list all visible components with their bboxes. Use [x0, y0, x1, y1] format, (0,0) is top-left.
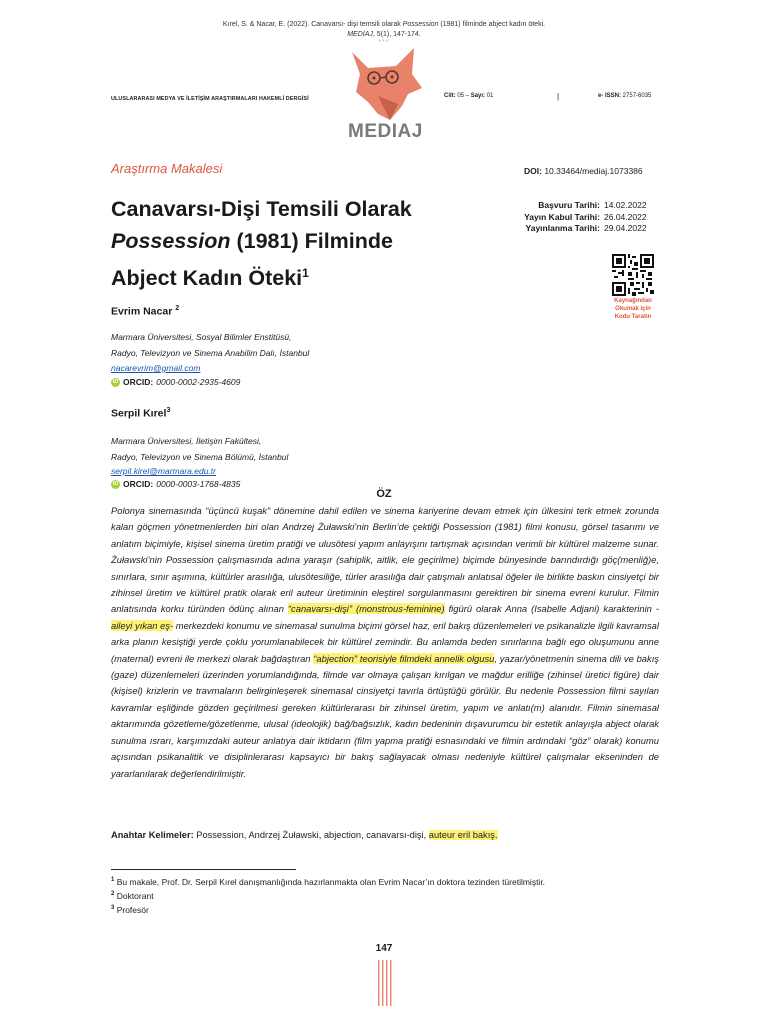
article-dates	[480, 200, 680, 235]
decorative-bars	[377, 960, 393, 1006]
orcid-icon: iD	[112, 379, 119, 385]
author-name: Evrim Nacar $^2$	[111, 305, 180, 318]
author-affiliation: Marmara Üniversitesi, Sosyal Bilimler Enstitüsü, Radyo, Televizyon ve Sinema Anabilim Dalı, İstanbul	[111, 332, 310, 358]
footnote-divider	[111, 869, 296, 870]
footnote: $^1$ Bu makale, Prof. Dr. Serpil Kırel danışmanlığında hazırlanmakta olan Evrim Nacar’ın doktora tezinden türetilmiştir.	[111, 876, 546, 887]
citation-line-2: MEDIAJ, 5(1), 147-174.	[347, 30, 421, 38]
volume-issue: Cilt: 05 – Sayı: 01	[444, 93, 494, 99]
author-email-link[interactable]: serpil.kirel@marmara.edu.tr	[111, 466, 216, 476]
abstract-heading: ÖZ	[376, 488, 392, 500]
qr-caption: Kaynağından Okumak için Kodu Taratın	[614, 298, 652, 320]
orcid-icon: iD	[112, 481, 119, 487]
highlight: “abjection” teorisiyle filmdeki annelik olgusu	[313, 652, 495, 664]
citation-line-1: Kırel, S. & Nacar, E. (2022). Canavarsı- dişi temsili olarak Possession (1981) filminde abject kadın öteki.	[222, 21, 546, 28]
author-affiliation: Marmara Üniversitesi, İletişim Fakültesi, Radyo, Televizyon ve Sinema Bölümü, İstanbul	[111, 436, 289, 462]
author-orcid[interactable]: iD ORCID: 0000-0002-2935-4609	[112, 377, 241, 387]
author-orcid[interactable]: iD ORCID: 0000-0003-1768-4835	[112, 479, 241, 489]
citation-block	[0, 20, 768, 39]
mediaj-logo	[338, 44, 430, 148]
footnote: $^3$ Profesör	[111, 904, 149, 915]
footnote: $^2$ Doktorant	[111, 890, 154, 901]
eissn: e- ISSN: 2757-6035	[598, 93, 652, 99]
decorative-stars: ***	[378, 39, 390, 46]
date-row: Yayınlanma Tarihi: 29.04.2022	[525, 223, 647, 233]
highlight: “canavarsı-dişi” (monstrous-feminine)	[287, 603, 445, 615]
keywords: Anahtar Kelimeler: Possession, Andrzej Żuławski, abjection, canavarsı-dişi, auteur eril bakış.	[111, 830, 498, 840]
highlight: auteur eril bakış.	[428, 830, 498, 840]
article-title: Canavarsı-Dişi Temsili Olarak Possession (1981) Filminde Abject Kadın Öteki$^1$	[111, 197, 412, 291]
header-separator: |	[557, 92, 560, 101]
article-type: Araştırma Makalesi	[111, 161, 223, 176]
date-row: Başvuru Tarihi: 14.02.2022	[538, 200, 647, 210]
footnotes	[111, 874, 671, 915]
doi[interactable]: DOI: 10.33464/mediaj.1073386	[524, 166, 643, 176]
qr-code-icon[interactable]	[612, 254, 654, 296]
abstract-body: Polonya sinemasında “üçüncü kuşak” dönemine dahil edilen ve sinema kariyerine devam etmek için ülkesini terk etmek zorunda kalan göçmen yönetmenlerden biri olan Andrzej Żuławski’nin Berlin’de çektiği Possession (1981) filmi konusu, görsel tasarımı ve anlatım biçimiyle, kişisel sinema üretim pratiği ve ulusötesi yapım anlayışını tartışmak açısından verimli bir kültürel malzeme sunar. Żuławski’nin Possession çalışmasında adına yaraşır (sahiplik, aitlik, ele geçirilme) biçimde bünyesinde barındırdığı göç(menliğ)e, sınırlara, sınır aşımına, kültürler arasılığa, ulusötesiliğe, türler arasılığa dair çatışmalı anlatısal öğeler ile birlikte baskın cinsiyetçi bir zihinsel üretim ve kültürel pratik olarak eril auteur üretiminin eleştirel sorgulanmasını gerektiren bir sinema evreni kurulur. Filmin anlatısında korku türünden ödünç alınan “canavarsı-dişi” (monstrous-feminine) figürü olarak Anna (Isabelle Adjani) karakterinin -aileyi yıkan eş- merkezdeki konumu ve sinemasal sunulma biçimi görsel haz, eril bakış düzenlemeleri ve psikanalizle ilgili kavramsal arka planın kesiştiği yerde çoklu yorumlanabilecek bir kültürel zemindir. Bu anlamda beden sınırlarına bağlı ego oluşumunu anne (maternal) evreni ile merkezi olarak bağdaştıran “abjection” teorisiyle filmdeki annelik olgusu, yazar/yönetmenin sinema dili ve bakış (gaze) düzenlemeleri üzerinden yorumlandığında, filmde var olmaya çalışan kırılgan ve mağdur erilliğe (zihinsel üretici figüre) dair (kişisel) krizlerin ve travmaların belirginleşerek sinemasal cinsiyetçi tavırla örtüştüğü görülür. Bu nedenle Possession filmi sayılan kavramlar eşliğinde gözden geçirilmesi gereken kültürlerarası bir zihinsel üretim, yapım ve anlatı(m) alanıdır. Filmin sinemasal aktarımında gözetleme/gözetlenme, ulusal (ideolojik) bağ/bağsızlık, kadın bedeninin dışavurumcu bir estetik anlayışla abject olarak sunulma ısrarı, karşımızdaki auteur anlatıya dair iktidarın (film yapma pratiği esnasındaki ve filmin ardındaki “göz” olarak) konumu açısından psikanalitik ve disiplinlerarası kapsayıcı bir bakış sağlayacak olması nedeniyle kültürel çalışmalar ekseninden de yararlanılarak değerlendirilmiştir.	[111, 505, 659, 779]
page-number: 147	[375, 943, 393, 954]
highlight: aileyi yıkan eş-	[111, 619, 174, 631]
author-name: Serpil Kırel$^3$	[111, 407, 171, 420]
author-email-link[interactable]: nacarevrim@gmail.com	[111, 363, 201, 373]
journal-name: ULUSLARARASI MEDYA VE İLETİŞİM ARAŞTIRMALARI HAKEMLİ DERGİSİ	[111, 96, 309, 102]
logo-wordmark: MEDIAJ	[348, 121, 423, 142]
date-row: Yayın Kabul Tarihi: 26.04.2022	[524, 211, 647, 222]
